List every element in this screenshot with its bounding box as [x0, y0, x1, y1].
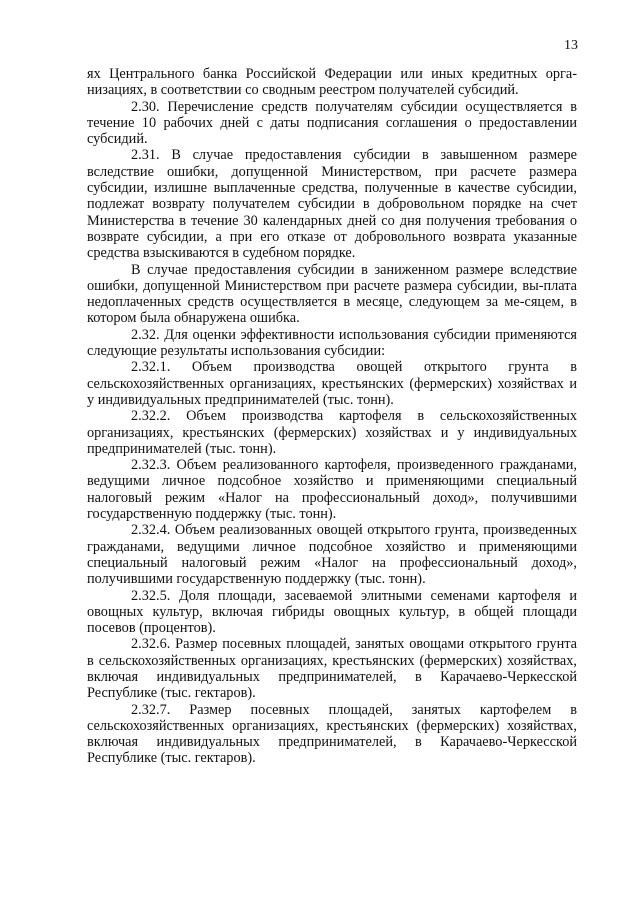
paragraph-2-32-1: 2.32.1. Объем производства овощей открытого грунта в сельскохозяйственных организациях, крестьянских (фермерских) хозяйствах и у индивидуальных предпринимателей (тыс. тонн). — [87, 359, 577, 408]
paragraph-2-32: 2.32. Для оценки эффективности использования субсидии применяются следующие результаты использования субсидии: — [87, 326, 577, 360]
document-body — [87, 66, 577, 767]
paragraph-2-32-5: 2.32.5. Доля площади, засеваемой элитными семенами картофеля и овощных культур, включая гибриды овощных культур, в общей площади посевов (процентов). — [87, 587, 577, 637]
page-number: 13 — [564, 38, 578, 53]
paragraph-2-32-3: 2.32.3. Объем реализованного картофеля, произведенного гражданами, ведущими личное подсобное хозяйство и применяющими специальный налоговый режим «Налог на профессиональный доход», получившими государственную поддержку (тыс. тонн). — [87, 457, 577, 523]
paragraph-2-31: 2.31. В случае предоставления субсидии в завышенном размере вследствие ошибки, допущенной Министерством, при расчете размера субсидии, излишне выплаченные средства, полученные в качестве субсидии, подлежат возврату получателем субсидии в добровольном порядке на счет Министерства в течение 30 календарных дней со дня получения требования о возврате субсидии, а при его отказе от добровольного возврата указанные средства взыскиваются в судебном порядке. — [87, 147, 577, 262]
paragraph-2-32-4: 2.32.4. Объем реализованных овощей открытого грунта, произведенных гражданами, ведущими личное подсобное хозяйство и применяющими специальный налоговый режим «Налог на профессиональный доход», получившими государственную поддержку (тыс. тонн). — [87, 522, 577, 588]
paragraph-2-32-2: 2.32.2. Объем производства картофеля в сельскохозяйственных организациях, крестьянских (фермерских) хозяйствах и у индивидуальных предпринимателей (тыс. тонн). — [87, 408, 577, 457]
paragraph-2-30: 2.30. Перечисление средств получателям субсидии осуществляется в течение 10 рабочих дней с даты подписания соглашения о предоставлении субсидий. — [87, 98, 577, 148]
paragraph-2-32-7: 2.32.7. Размер посевных площадей, занятых картофелем в сельскохозяйственных организациях, крестьянских (фермерских) хозяйствах, включая индивидуальных предпринимателей, в Карачаево-Черкесской Республике (тыс. гектаров). — [87, 701, 577, 767]
paragraph-2-32-6: 2.32.6. Размер посевных площадей, занятых овощами открытого грунта в сельскохозяйственных организациях, крестьянских (фермерских) хозяйствах, включая индивидуальных предпринимателей, в Карачаево-Черкесской Республике (тыс. гектаров). — [87, 636, 577, 702]
paragraph-continuation: ях Центрального банка Российской Федерации или иных кредитных орга-низациях, в соответствии со сводным реестром получателей субсидий. — [87, 66, 577, 99]
paragraph-underpayment: В случае предоставления субсидии в заниженном размере вследствие ошибки, допущенной Министерством при расчете размера субсидии, вы-плата недоплаченных средств осуществляется в месяце, следующем за ме-сяцем, в котором была обнаружена ошибка. — [87, 261, 577, 327]
